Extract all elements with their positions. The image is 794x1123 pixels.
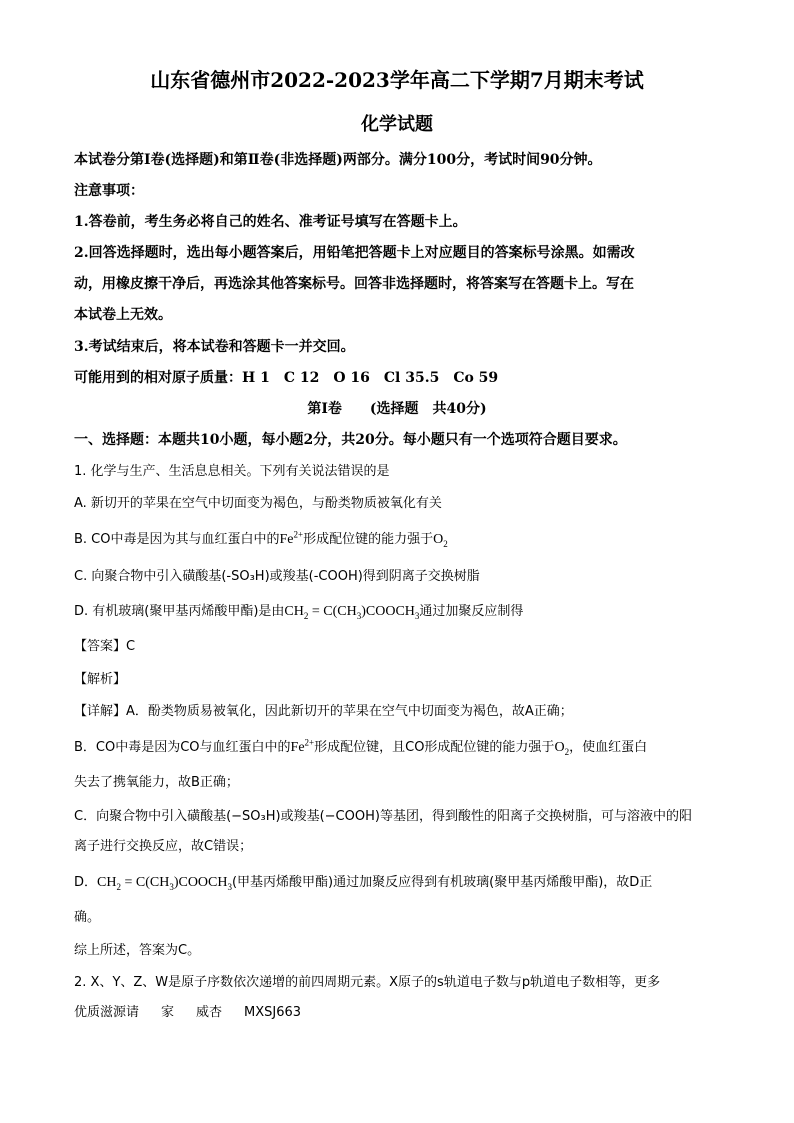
part-instructions: 一、选择题：本题共10小题，每小题2分，共20分。每小题只有一个选项符合题目要求。 [74, 432, 627, 448]
question-1-option-d: D. 有机玻璃(聚甲基丙烯酸甲酯)是由$CH_2$ = $C(CH_3)COOCH_3$通过加聚反应制得 [74, 604, 524, 621]
detail-b-continued: 失去了携氧能力，故B正确； [74, 775, 239, 790]
detail-b: B．CO中毒是因为CO与血红蛋白中的$Fe^{2+}$形成配位键，且CO形成配位键的能力强于$O_2$，使血红蛋白 [74, 737, 648, 757]
notice-heading: 注意事项： [74, 183, 144, 199]
question-1-option-a: A. 新切开的苹果在空气中切面变为褐色，与酚类物质被氧化有关 [74, 496, 442, 511]
answer-summary: 综上所述，答案为C。 [74, 943, 201, 958]
detail-c-continued: 离子进行交换反应，故C错误； [74, 839, 253, 854]
atomic-masses: 可能用到的相对原子质量：H 1 C 12 O 16 Cl 35.5 Co 59 [74, 370, 499, 386]
detail-a: 【详解】A．酚类物质易被氧化，因此新切开的苹果在空气中切面变为褐色，故A正确； [74, 704, 573, 719]
notice-item-3: 3.考试结束后，将本试卷和答题卡一并交回。 [74, 339, 355, 355]
question-1-option-c: C. 向聚合物中引入磺酸基(-SO₃H)或羧基(-COOH)得到阴离子交换树脂 [74, 569, 480, 584]
question-2-stem: 2. X、Y、Z、W是原子序数依次递增的前四周期元素。X原子的s轨道电子数与p轨道电子数相等，更多 [74, 975, 661, 990]
notice-item-2c: 本试卷上无效。 [74, 307, 172, 323]
notice-item-2b: 动，用橡皮擦干净后，再选涂其他答案标号。回答非选择题时，将答案写在答题卡上。写在 [74, 276, 634, 292]
footer-watermark: 优质滋源请 家 威杏 MXSJ663 [74, 1005, 302, 1020]
detail-c: C．向聚合物中引入磺酸基(−SO₃H)或羧基(−COOH)等基团，得到酸性的阳离子交换树脂，可与溶液中的阳 [74, 809, 692, 824]
detail-d: D．$CH_2$ = $C(CH_3)COOCH_3$(甲基丙烯酸甲酯)通过加聚反应得到有机玻璃(聚甲基丙烯酸甲酯)，故D正 [74, 875, 653, 892]
notice-item-1: 1.答卷前，考生务必将自己的姓名、准考证号填写在答题卡上。 [74, 214, 467, 230]
section-title: 第Ⅰ卷 (选择题 共40分) [307, 401, 487, 417]
analysis-label: 【解析】 [74, 672, 127, 687]
question-1-option-b: B. CO中毒是因为其与血红蛋白中的$Fe^{2+}$形成配位键的能力强于$O_2$ [74, 529, 448, 549]
page-subtitle: 化学试题 [361, 114, 433, 135]
page-title: 山东省德州市2022-2023学年高二下学期7月期末考试 [150, 68, 644, 92]
answer-label: 【答案】C [74, 639, 136, 654]
question-1-stem: 1. 化学与生产、生活息息相关。下列有关说法错误的是 [74, 464, 390, 479]
notice-item-2a: 2.回答选择题时，选出每小题答案后，用铅笔把答题卡上对应题目的答案标号涂黑。如需改 [74, 245, 635, 261]
intro-line: 本试卷分第Ⅰ卷(选择题)和第Ⅱ卷(非选择题)两部分。满分100分，考试时间90分钟。 [74, 152, 602, 168]
detail-d-continued: 确。 [74, 910, 101, 925]
